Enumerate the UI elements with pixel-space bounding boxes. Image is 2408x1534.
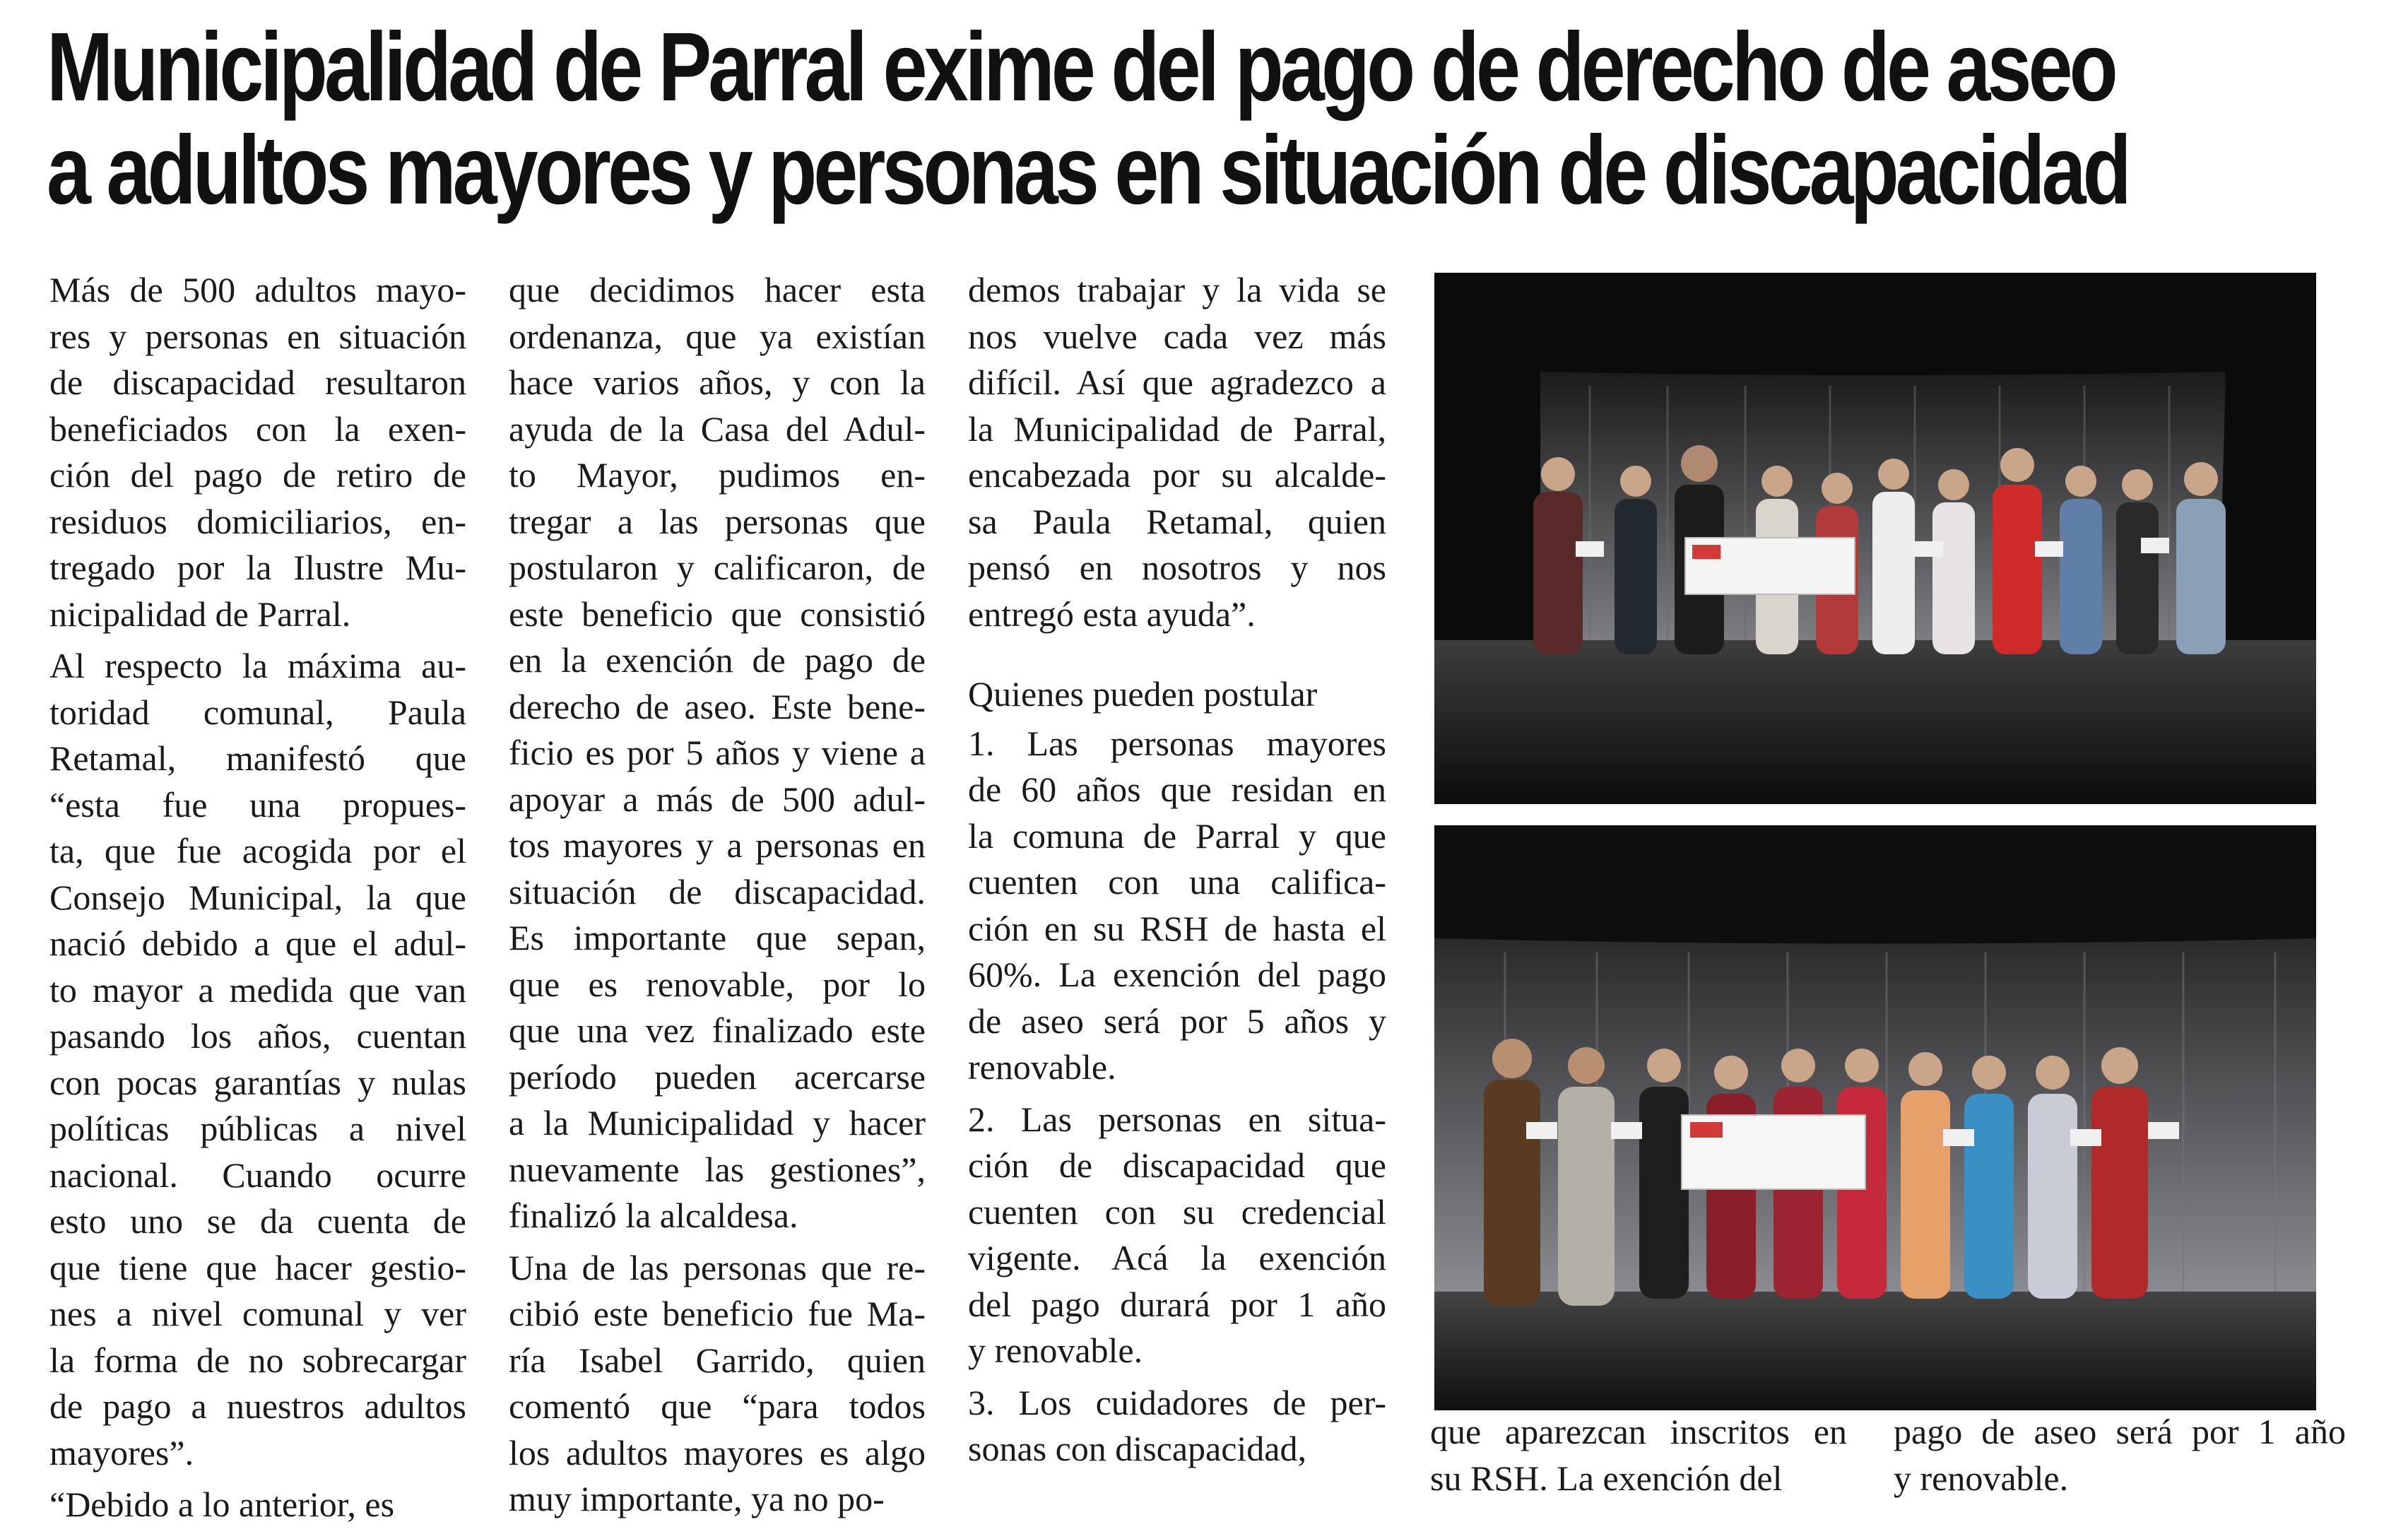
text-line: nació debido a que el adul-: [49, 924, 466, 963]
text-line: pago de aseo será por 1 año: [1894, 1412, 2346, 1451]
text-line: con pocas garantías y nulas: [49, 1062, 466, 1102]
text-line: la comuna de Parral y que: [968, 815, 1386, 856]
article-column-4: [1430, 1409, 1847, 1507]
paragraph: [509, 1245, 926, 1523]
text-line: nos vuelve cada vez más: [968, 316, 1386, 356]
text-line: ción de discapacidad que: [968, 1145, 1386, 1185]
paragraph: [49, 267, 466, 637]
text-line: 2. Las personas en situa-: [968, 1099, 1386, 1139]
text-line: en la exención de pago de: [509, 640, 926, 680]
headline-line-1: Municipalidad de Parral exime del pago de derecho de aseo: [47, 13, 2115, 122]
text-line: ficio es por 5 años y viene a: [509, 733, 926, 772]
text-line: ría Isabel Garrido, quien: [509, 1340, 926, 1380]
text-line: que es renovable, por lo: [509, 964, 926, 1004]
text-line: de discapacidad resultaron: [49, 362, 466, 402]
text-line: tos mayores y a personas en: [509, 825, 926, 865]
text-line: 3. Los cuidadores de per-: [968, 1382, 1386, 1422]
text-line: 60%. La exención del pago: [968, 955, 1386, 994]
text-line: muy importante, ya no po-: [509, 1479, 885, 1518]
text-line: esto uno se da cuenta de: [49, 1201, 466, 1241]
text-line: a la Municipalidad y hacer: [509, 1103, 926, 1143]
text-line: Al respecto la máxima au-: [49, 646, 466, 685]
text-line: este beneficio que consistió: [509, 594, 926, 634]
paragraph: [1894, 1409, 2346, 1501]
paragraph: [49, 1482, 466, 1528]
text-line: cuenten con su credencial: [968, 1191, 1386, 1232]
text-line: pasando los años, cuentan: [49, 1016, 466, 1056]
text-line: período pueden acercarse: [509, 1056, 926, 1097]
text-line: residuos domiciliarios, en-: [49, 501, 466, 541]
text-line: tregado por la Ilustre Mu-: [49, 548, 466, 587]
paragraph: [509, 267, 926, 1239]
text-line: mayores”.: [49, 1432, 194, 1473]
text-line: situación de discapacidad.: [509, 871, 926, 911]
list-item: [968, 721, 1386, 1091]
headline-line-2: a adultos mayores y personas en situación de discapacidad: [47, 116, 2128, 225]
text-line: ayuda de la Casa del Adul-: [509, 408, 926, 449]
text-line: beneficiados con la exen-: [49, 408, 466, 449]
text-line: pensó en nosotros y nos: [968, 548, 1386, 587]
text-line: que aparezcan inscritos en: [1430, 1412, 1847, 1451]
event-photo-1: [1434, 273, 2316, 804]
text-line: cuenten con una califica-: [968, 862, 1386, 902]
headline: [47, 13, 2128, 225]
paragraph: [968, 267, 1386, 637]
text-line: Una de las personas que re-: [509, 1247, 926, 1287]
article-column-1: [49, 267, 466, 1534]
text-line: de pago a nuestros adultos: [49, 1386, 466, 1426]
text-line: políticas públicas a nivel: [49, 1109, 466, 1148]
text-line: cibió este beneficio fue Ma-: [509, 1294, 926, 1333]
text-line: “esta fue una propues-: [49, 784, 466, 825]
text-line: demos trabajar y la vida se: [968, 270, 1386, 309]
list-item: [968, 1097, 1386, 1374]
paragraph: [1430, 1409, 1847, 1501]
text-line: comentó que “para todos: [509, 1386, 926, 1426]
text-line: la forma de no sobrecargar: [49, 1340, 466, 1380]
text-line: derecho de aseo. Este bene-: [509, 686, 926, 726]
text-line: to Mayor, pudimos en-: [509, 455, 926, 495]
text-line: vigente. Acá la exención: [968, 1238, 1386, 1278]
text-line: hace varios años, y con la: [509, 362, 926, 402]
text-line: sa Paula Retamal, quien: [968, 501, 1386, 541]
text-line: ción del pago de retiro de: [49, 455, 466, 495]
list-item: [968, 1380, 1386, 1473]
text-line: nes a nivel comunal y ver: [49, 1294, 466, 1333]
text-line: los adultos mayores es algo: [509, 1432, 926, 1473]
text-line: de 60 años que residan en: [968, 769, 1386, 809]
text-line: de aseo será por 5 años y: [968, 1001, 1386, 1041]
paragraph: [49, 643, 466, 1476]
text-line: encabezada por su alcalde-: [968, 455, 1386, 495]
event-photo-2: [1434, 825, 2316, 1410]
text-line: tregar a las personas que: [509, 501, 926, 541]
text-line: difícil. Así que agradezco a: [968, 362, 1386, 402]
text-line: ta, que fue acogida por el: [49, 831, 466, 871]
text-line: del pago durará por 1 año: [968, 1284, 1386, 1324]
text-line: nacional. Cuando ocurre: [49, 1155, 466, 1195]
text-line: postularon y calificaron, de: [509, 548, 926, 587]
text-line: la Municipalidad de Parral,: [968, 408, 1386, 449]
text-line: renovable.: [968, 1047, 1116, 1087]
text-line: apoyar a más de 500 adul-: [509, 779, 926, 819]
text-line: entregó esta ayuda”.: [968, 594, 1256, 634]
section-subhead: Quienes pueden postular: [968, 674, 1318, 714]
text-line: ción en su RSH de hasta el: [968, 908, 1386, 948]
text-line: Consejo Municipal, la que: [49, 877, 466, 917]
text-line: Es importante que sepan,: [509, 918, 926, 957]
text-line: Más de 500 adultos mayo-: [49, 270, 466, 309]
text-line: y renovable.: [968, 1331, 1143, 1370]
text-line: 1. Las personas mayores: [968, 723, 1386, 763]
text-line: res y personas en situación: [49, 316, 466, 356]
text-line: nuevamente las gestiones”,: [509, 1149, 926, 1189]
text-line: finalizó la alcaldesa.: [509, 1196, 798, 1235]
text-line: su RSH. La exención del: [1430, 1458, 1783, 1498]
text-line: y renovable.: [1894, 1458, 2069, 1498]
text-line: to mayor a medida que van: [49, 969, 466, 1010]
article-column-3: [968, 267, 1386, 1478]
text-line: toridad comunal, Paula: [49, 692, 466, 732]
text-line: Retamal, manifestó que: [49, 738, 466, 778]
text-line: ordenanza, que ya existían: [509, 316, 926, 356]
text-line: nicipalidad de Parral.: [49, 594, 351, 634]
text-line: sonas con discapacidad,: [968, 1429, 1307, 1468]
text-line: que decidimos hacer esta: [509, 270, 926, 309]
text-line: que tiene que hacer gestio-: [49, 1247, 466, 1287]
article-column-5: [1894, 1409, 2346, 1507]
article-column-2: [509, 267, 926, 1528]
text-line: que una vez finalizado este: [509, 1010, 926, 1050]
text-line: “Debido a lo anterior, es: [49, 1485, 395, 1524]
